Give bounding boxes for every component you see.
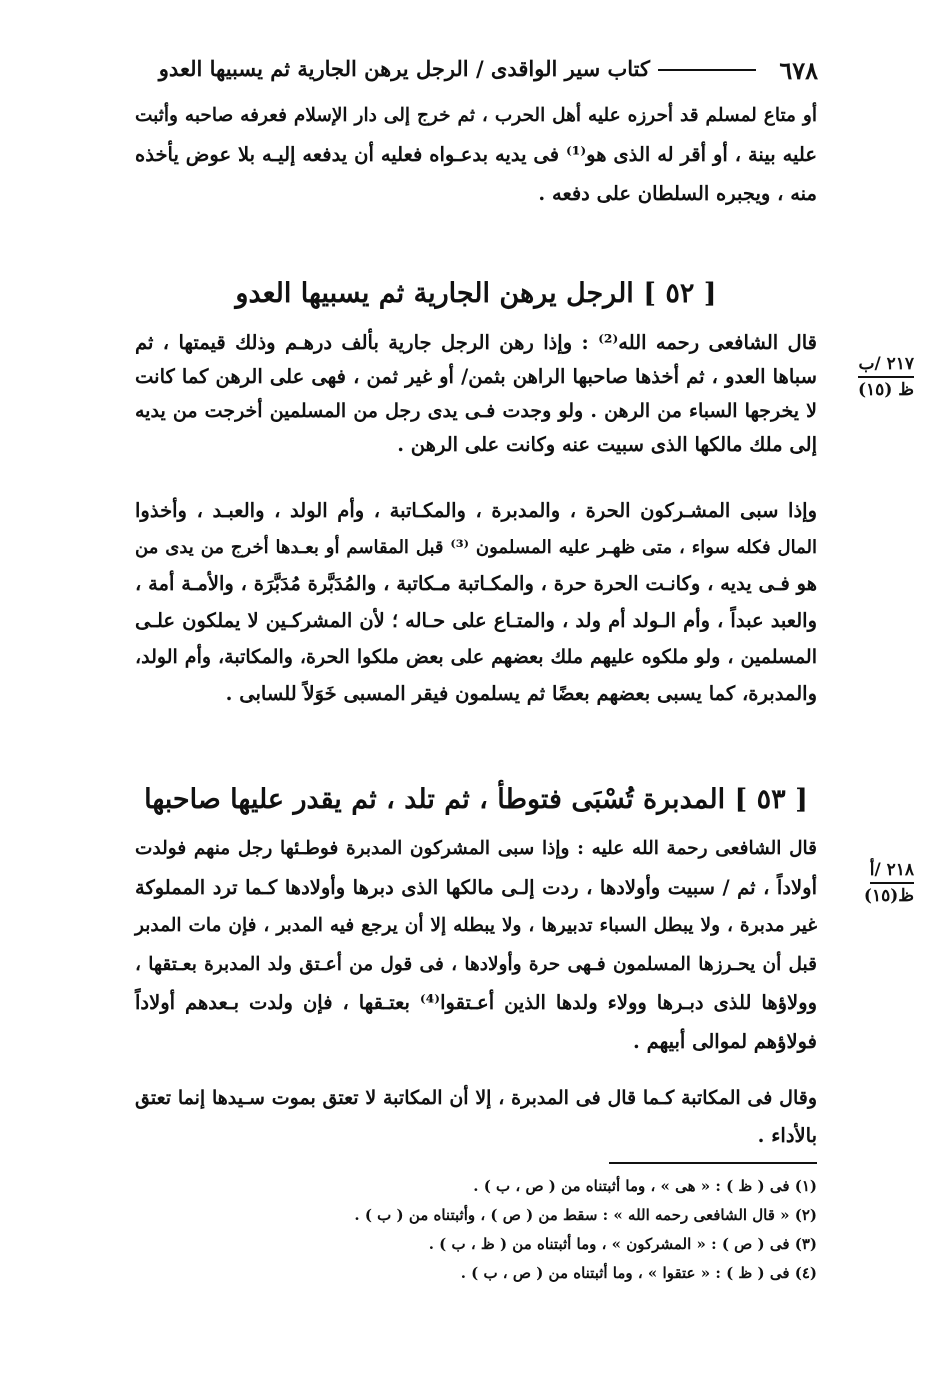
footnote: (٤) فى ( ظ ) : « عتقوا » ، وما أثبتناه من ( ص ، ب ) . xyxy=(460,1264,817,1282)
text-line: فولاؤهم لموالى أبيهم . xyxy=(633,1029,817,1053)
section-52-paragraph-2 xyxy=(135,493,817,712)
speaker-name: قال الشافعى xyxy=(715,838,817,859)
text-line: أولاداً ، ثم / سبيت وأولادها ، ردت إلـى مالكها الذى دبرها وأولادها كـما ترد المملوكة xyxy=(135,875,817,899)
text-line: وولاؤها للذى دبـرها وولاء ولدها الذين أعـتقوا⁽⁴⁾ بعتـقها ، فإن ولدت بـعدهم أولاداً xyxy=(135,991,817,1014)
footnote-rule xyxy=(609,1162,817,1164)
margin-note-folio-218 xyxy=(838,858,914,908)
text-line: المسلمين ، ولو ملكوه عليهم ملك بعضهم على بعض ملكوا الحرة، والمكاتبة، وأم الولد، xyxy=(135,646,817,668)
margin-note-bottom: ظ(١٥) xyxy=(863,886,914,906)
footnote: (٢) « قال الشافعى رحمه الله » : سقط من ( ص ) ، وأثبتناه من ( ب ) . xyxy=(354,1206,817,1224)
text-line: وقال فى المكاتبة كـما قال فى المدبرة ، إلا أن المكاتبة لا تعتق بموت سـيدها إنما تعتق xyxy=(135,1087,817,1109)
header-rule xyxy=(658,69,756,71)
margin-note-top: ٢١٧ /ب xyxy=(858,352,914,378)
text-line: هو فـى يديه ، وكانـت الحرة حرة ، والمكـاتبة مـكاتبة ، والمُدَبَّرة مُدَبَّرَة ، والأمـة أمة ، xyxy=(135,572,817,595)
line-text: رحمه الله⁽²⁾ : وإذا رهن الرجل جارية بألف درهـم وذلك قيمتها ، ثم xyxy=(135,331,700,354)
footnote: (٣) فى ( ص ) : « المشركون » ، وما أثبتناه من ( ظ ، ب ) . xyxy=(428,1235,817,1253)
footnotes xyxy=(135,1172,817,1288)
text-line: وإذا سبى المشـركون الحرة ، والمدبرة ، والمكـاتبة ، وأم الولد ، والعبـد ، وأخذوا xyxy=(135,499,817,522)
text-line: غير مدبرة ، ولا يبطل السباء تدبيرها ، ولا يبطله إلا أن يرجع فيه المدبر ، فإن مات المدبر xyxy=(135,915,817,936)
text-line: والعبد عبداً ، وأم الـولد أم ولد ، والمتـاع على حـاله ؛ لأن المشركـين لا يملكون علـى xyxy=(135,608,817,632)
text-line: المال فكله سواء ، متى ظهـر عليه المسلمون ⁽³⁾ قبل المقاسم أو بعـدها أخرج من يدى من xyxy=(135,536,817,558)
running-header xyxy=(66,52,818,92)
speaker-name: قال الشافعى xyxy=(708,331,817,354)
text-line: منه ، ويجبره السلطان على دفعه . xyxy=(538,182,817,205)
text-line: سباها العدو ، ثم أخذها صاحبها الراهن بثمن/ أو غير ثمن ، فهى على الرهن كما كانت xyxy=(135,365,817,388)
section-53-heading: [ ٥٣ ] المدبرة تُسْبَى فتوطأ ، ثم تلد ، ثم يقدر عليها صاحبها xyxy=(144,784,808,815)
text-line: والمدبرة، كما يسبى بعضهم بعضًا ثم يسلمون فيقر المسبى خَوَلاً للسابى . xyxy=(225,681,817,705)
margin-note-folio-217 xyxy=(838,352,914,402)
text-line: قبل أن يحـرزها المسلمون فـهى حرة وأولادها ، فى قول من أعـتق ولد المدبرة بعـتقها ، xyxy=(135,953,817,975)
intro-paragraph xyxy=(135,96,817,213)
line-text: رحمة الله عليه : وإذا سبى المشركون المدبرة فوطـئها رجل منهم فولدت xyxy=(135,838,708,859)
text-line: لا يخرجها السباء من الرهن . ولو وجدت فـى يدى رجل من المسلمين أخرجت من يديه xyxy=(135,400,817,422)
footnote: (١) فى ( ظ ) : « هى » ، وما أثبتناه من ( ص ، ب ) . xyxy=(473,1177,817,1195)
running-title: كتاب سير الواقدى / الرجل يرهن الجارية ثم يسبيها العدو xyxy=(158,56,650,81)
margin-note-top: ٢١٨ /أ xyxy=(870,858,914,884)
text-line: بالأداء . xyxy=(757,1124,817,1147)
text-line: إلى ملك مالكها الذى سبيت عنه وكانت على الرهن . xyxy=(397,433,817,456)
page-number: ٦٧٨ xyxy=(779,56,818,85)
text-line: أو متاع لمسلم قد أحرزه عليه أهل الحرب ، ثم خرج إلى دار الإسلام فعرفه صاحبه وأثبت xyxy=(135,105,817,126)
text-line xyxy=(135,830,817,869)
margin-note-bottom: ظ (١٥) xyxy=(858,380,914,400)
section-53-paragraph-2 xyxy=(135,1079,817,1155)
section-53-paragraph-1 xyxy=(135,830,817,1061)
text-line: عليه بينة ، أو أقر له الذى هو⁽¹⁾ فى يديه بدعـواه فعليه أن يدفعه إليـه بلا عوض يأخذه xyxy=(135,143,817,166)
text-line xyxy=(135,326,817,360)
section-52-paragraph-1 xyxy=(135,326,817,462)
section-52-heading: [ ٥٢ ] الرجل يرهن الجارية ثم يسبيها العدو xyxy=(235,278,717,309)
